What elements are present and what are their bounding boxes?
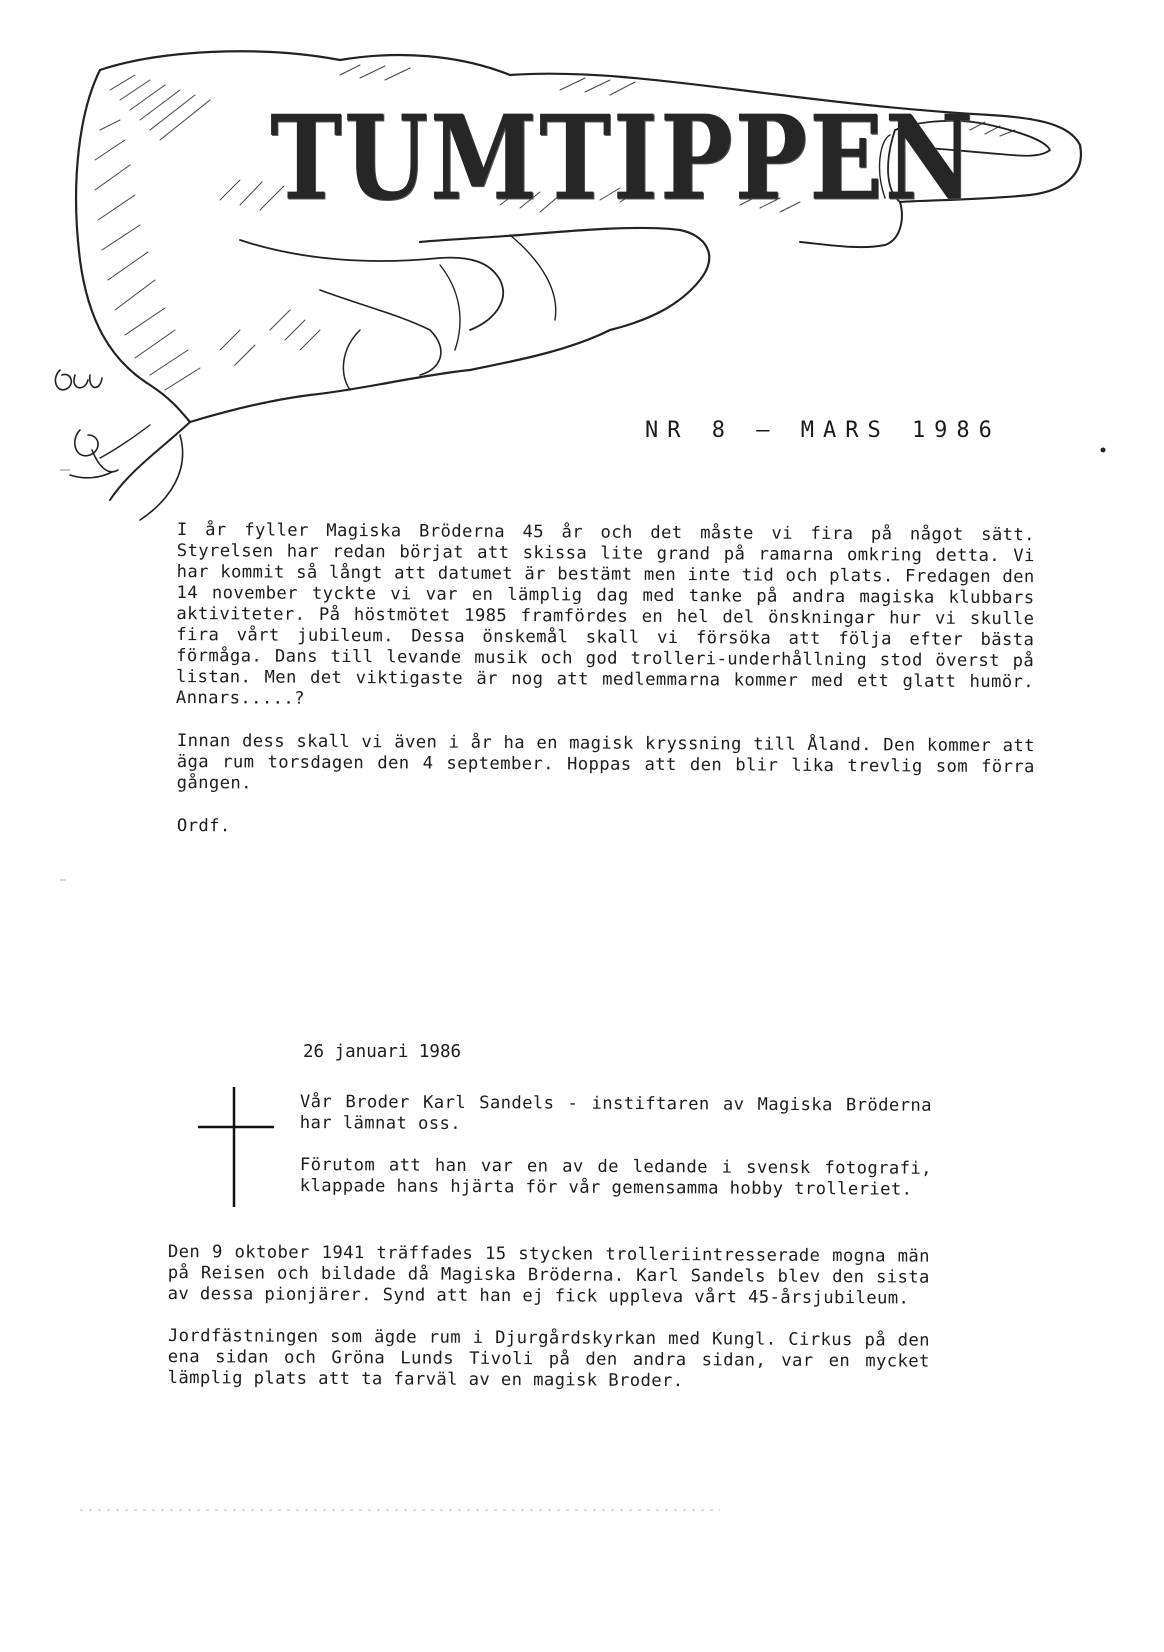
chairman-letter: [177, 520, 1035, 859]
obituary-intro: [300, 1092, 932, 1218]
obituary-paragraph-3: Den 9 oktober 1941 träffades 15 stycken trolleriintresserade mogna män på Reisen och bildade då Magiska Bröderna. Karl Sandels blev den sista av dessa pionjärer. Synd att han ej fick uppleva vårt 45-årsjubileum.: [167, 1242, 930, 1309]
obituary-paragraph-4: Jordfästningen som ägde rum i Djurgårdskyrkan med Kungl. Cirkus på den ena sidan och Gröna Lunds Tivoli på den andra sidan, var en mycket lämplig plats att ta farväl av en magisk Broder.: [167, 1326, 930, 1392]
cross-icon: [196, 1085, 276, 1210]
intro-paragraph-1: I år fyller Magiska Bröderna 45 år och det måste vi fira på något sätt. Styrelsen har redan börjat att skissa lite grand på ramarna omkring detta. Vi har kommit så långt att datumet är bestämt men inte tid och plats. Fredagen den 14 november tyckte vi var en lämplig dag med tanke på andra magiska klubbars aktiviteter. På höstmötet 1985 framfördes en hel del önskningar hur vi skulle fira vårt jubileum. Dessa önskemål skall vi försöka att följa efter bästa förmåga. Dans till levande musik och god trolleri-underhållning stod överst på listan. Men det viktigaste är nog att medlemmarna kommer med ett glatt humör. Annars.....?: [175, 520, 1035, 709]
intro-signature: Ordf.: [176, 816, 231, 837]
masthead-title: TUMTIPPEN: [270, 88, 975, 227]
obituary-date: 26 januari 1986: [303, 1042, 462, 1062]
obituary-paragraph-1: Vår Broder Karl Sandels - instiftaren av Magiska Bröderna har lämnat oss.: [299, 1092, 932, 1134]
obituary-paragraph-2: Förutom att han var en av de ledande i svensk fotografi, klappade hans hjärta för vår gemensamma hobby trolleriet.: [299, 1155, 932, 1200]
obituary-body: [168, 1242, 930, 1410]
intro-paragraph-2: Innan dess skall vi även i år ha en magisk kryssning till Åland. Den kommer att äga rum torsdagen den 4 september. Hoppas att den blir lika trevlig som förra gången.: [176, 731, 1035, 794]
issue-number-date: NR 8 — MARS 1986: [645, 418, 1001, 443]
